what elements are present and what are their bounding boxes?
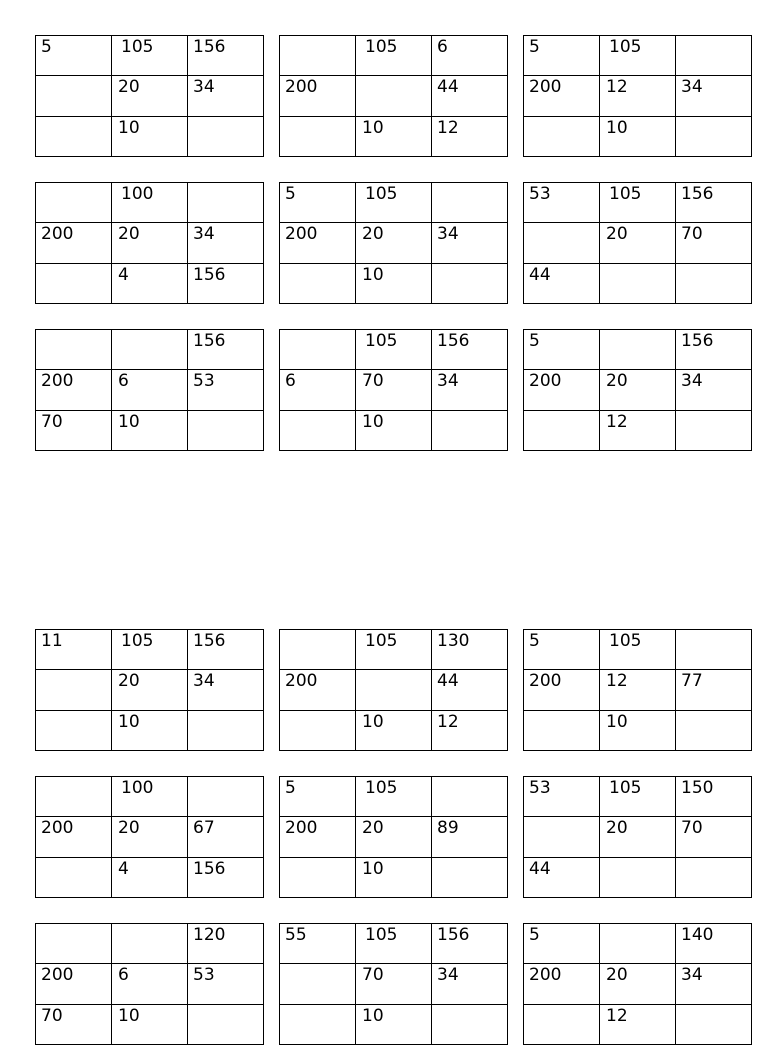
grid-cell: 105: [600, 630, 676, 670]
grid-cell: 130: [432, 630, 508, 670]
grid-cell: 5: [280, 183, 356, 223]
grid-row: [524, 710, 752, 750]
grid-cell: 6: [432, 36, 508, 76]
grid-row: [36, 410, 264, 450]
grid-cell: 10: [600, 710, 676, 750]
grid-cell: 20: [356, 817, 432, 857]
grid-row: [524, 330, 752, 370]
grid-cell: 200: [280, 670, 356, 710]
grid-cell: 140: [676, 924, 752, 964]
grid-cell: 44: [432, 76, 508, 116]
grid-row: [524, 370, 752, 410]
grid-cell: 10: [600, 116, 676, 156]
grid-row: [524, 223, 752, 263]
grid-row: [280, 76, 508, 116]
grid-row: [524, 964, 752, 1004]
grid-cell: [188, 1004, 264, 1044]
grid-cell: 12: [432, 710, 508, 750]
grid-cell: [280, 857, 356, 897]
grid-cell: [188, 183, 264, 223]
grid-row: [524, 76, 752, 116]
grid-cell: [600, 924, 676, 964]
number-grid-table: [279, 329, 508, 451]
grid-cell: 53: [524, 777, 600, 817]
grid-row: [36, 370, 264, 410]
grid-row: [280, 630, 508, 670]
grid-cell: [600, 857, 676, 897]
grid-cell: [280, 630, 356, 670]
number-grid: [523, 329, 751, 451]
grid-cell: 53: [524, 183, 600, 223]
grid-cell: [36, 777, 112, 817]
grid-cell: 20: [356, 223, 432, 263]
grid-cell: [36, 116, 112, 156]
grid-cell: 34: [432, 964, 508, 1004]
grid-row: [36, 76, 264, 116]
grid-cell: 10: [356, 1004, 432, 1044]
grid-cell: 70: [356, 964, 432, 1004]
grid-row: [36, 964, 264, 1004]
grid-cell: 156: [188, 857, 264, 897]
grid-row: [280, 817, 508, 857]
grid-cell: 20: [112, 817, 188, 857]
grid-cell: 89: [432, 817, 508, 857]
grid-row: [36, 116, 264, 156]
grid-cell: [280, 410, 356, 450]
grid-cell: 6: [280, 370, 356, 410]
number-grid-table: [523, 329, 752, 451]
grid-cell: [36, 670, 112, 710]
grid-cell: 5: [524, 36, 600, 76]
grid-row: [524, 630, 752, 670]
grid-cell: 53: [188, 964, 264, 1004]
grid-cell: [432, 777, 508, 817]
grid-cell: 156: [432, 330, 508, 370]
number-grid-table: [279, 776, 508, 898]
grid-cell: 156: [188, 630, 264, 670]
grid-row: [280, 263, 508, 303]
grid-row: [524, 1004, 752, 1044]
grid-cell: 156: [188, 330, 264, 370]
grid-cell: 156: [188, 263, 264, 303]
grid-cell: 77: [676, 670, 752, 710]
grid-row: [280, 410, 508, 450]
grid-row: [280, 924, 508, 964]
grid-cell: 200: [280, 76, 356, 116]
grid-cell: 200: [36, 964, 112, 1004]
grid-cell: [676, 630, 752, 670]
grid-cell: 200: [280, 817, 356, 857]
grid-cell: 34: [188, 670, 264, 710]
grid-cell: 11: [36, 630, 112, 670]
grid-row: [36, 857, 264, 897]
grid-cell: [280, 710, 356, 750]
grid-row: [36, 924, 264, 964]
number-grid: [279, 923, 507, 1045]
grid-row: [36, 777, 264, 817]
grid-row: [280, 670, 508, 710]
grid-cell: 120: [188, 924, 264, 964]
grid-cell: [356, 670, 432, 710]
grid-row: [524, 116, 752, 156]
grid-cell: [280, 330, 356, 370]
number-grid: [35, 776, 263, 898]
grid-cell: [188, 777, 264, 817]
grid-cell: 156: [432, 924, 508, 964]
grid-cell: [524, 410, 600, 450]
grid-row: [524, 263, 752, 303]
grid-cell: 34: [432, 223, 508, 263]
grid-cell: 70: [676, 223, 752, 263]
number-grid-table: [279, 629, 508, 751]
grid-row: [36, 183, 264, 223]
grid-cell: [432, 263, 508, 303]
grid-cell: 105: [600, 183, 676, 223]
grid-cell: 156: [676, 330, 752, 370]
grid-cell: 20: [112, 670, 188, 710]
grid-cell: [36, 710, 112, 750]
grid-cell: 34: [676, 370, 752, 410]
grid-row: [36, 1004, 264, 1044]
grid-row: [524, 670, 752, 710]
grid-cell: 10: [112, 410, 188, 450]
grid-cell: 20: [600, 964, 676, 1004]
number-grid-table: [35, 35, 264, 157]
grid-cell: 20: [112, 76, 188, 116]
grid-cell: [676, 263, 752, 303]
grid-cell: 34: [676, 76, 752, 116]
grid-cell: [524, 710, 600, 750]
number-grid-table: [35, 776, 264, 898]
number-grid-table: [279, 35, 508, 157]
number-grid: [279, 776, 507, 898]
grid-cell: 70: [676, 817, 752, 857]
grid-cell: [280, 116, 356, 156]
grid-cell: 12: [600, 1004, 676, 1044]
grid-cell: 34: [676, 964, 752, 1004]
grid-row: [524, 36, 752, 76]
grid-cell: 20: [112, 223, 188, 263]
grid-cell: [432, 183, 508, 223]
grid-row: [524, 817, 752, 857]
grid-cell: 100: [112, 183, 188, 223]
grid-cell: 200: [36, 370, 112, 410]
grid-cell: [112, 330, 188, 370]
grid-cell: [280, 263, 356, 303]
grid-cell: 4: [112, 857, 188, 897]
grid-cell: 105: [600, 36, 676, 76]
grid-row: [280, 370, 508, 410]
grid-cell: 100: [112, 777, 188, 817]
grid-cell: 10: [356, 263, 432, 303]
grid-cell: 10: [112, 116, 188, 156]
number-grid: [279, 182, 507, 304]
grid-cell: [280, 964, 356, 1004]
grid-row: [36, 630, 264, 670]
grid-row: [524, 924, 752, 964]
grid-row: [280, 1004, 508, 1044]
grid-cell: 5: [524, 924, 600, 964]
grid-cell: [524, 223, 600, 263]
number-grid-table: [35, 329, 264, 451]
number-grid: [523, 629, 751, 751]
grid-cell: 200: [524, 370, 600, 410]
grid-row: [280, 223, 508, 263]
number-grid: [35, 629, 263, 751]
grid-cell: 4: [112, 263, 188, 303]
grid-cell: 67: [188, 817, 264, 857]
grid-cell: 156: [188, 36, 264, 76]
number-grid-table: [523, 35, 752, 157]
number-grid: [523, 776, 751, 898]
grid-cell: 12: [432, 116, 508, 156]
grid-cell: 5: [524, 330, 600, 370]
grid-cell: 44: [524, 263, 600, 303]
grid-cell: 34: [188, 223, 264, 263]
grid-cell: 12: [600, 410, 676, 450]
grid-cell: [36, 330, 112, 370]
grid-cell: [356, 76, 432, 116]
grid-row: [36, 670, 264, 710]
grid-cell: [112, 924, 188, 964]
grid-row: [36, 710, 264, 750]
grid-cell: 12: [600, 670, 676, 710]
number-grid: [35, 329, 263, 451]
grid-cell: 20: [600, 223, 676, 263]
grid-cell: 70: [356, 370, 432, 410]
number-grid-table: [523, 182, 752, 304]
grid-cell: 10: [356, 857, 432, 897]
grid-row: [36, 330, 264, 370]
grid-cell: [524, 1004, 600, 1044]
grid-row: [36, 263, 264, 303]
grid-cell: 105: [356, 183, 432, 223]
grid-cell: 20: [600, 370, 676, 410]
grid-row: [36, 223, 264, 263]
grid-cell: 5: [524, 630, 600, 670]
grid-cell: 105: [356, 924, 432, 964]
grid-row: [280, 183, 508, 223]
grid-cell: [36, 857, 112, 897]
grid-row: [280, 777, 508, 817]
number-grid: [35, 923, 263, 1045]
number-grid-table: [523, 923, 752, 1045]
grid-row: [280, 857, 508, 897]
grid-cell: 200: [280, 223, 356, 263]
grid-cell: [676, 1004, 752, 1044]
grid-cell: 200: [36, 223, 112, 263]
number-grid: [35, 35, 263, 157]
grid-row: [524, 183, 752, 223]
grid-row: [524, 857, 752, 897]
grid-cell: [36, 76, 112, 116]
grid-cell: [676, 857, 752, 897]
grid-cell: [676, 116, 752, 156]
grid-cell: 200: [524, 670, 600, 710]
grid-row: [36, 817, 264, 857]
grid-cell: 10: [356, 410, 432, 450]
grid-cell: [280, 1004, 356, 1044]
grid-cell: 200: [524, 964, 600, 1004]
grid-cell: [600, 330, 676, 370]
grid-cell: 105: [356, 630, 432, 670]
grid-cell: 10: [112, 1004, 188, 1044]
grid-cell: 10: [356, 710, 432, 750]
grid-row: [280, 964, 508, 1004]
grid-cell: 20: [600, 817, 676, 857]
number-grid: [35, 182, 263, 304]
grid-row: [280, 36, 508, 76]
grid-cell: [36, 183, 112, 223]
grid-cell: 12: [600, 76, 676, 116]
grid-cell: 5: [280, 777, 356, 817]
grid-cell: 5: [36, 36, 112, 76]
number-grid: [523, 35, 751, 157]
grid-cell: 156: [676, 183, 752, 223]
grid-cell: 10: [112, 710, 188, 750]
number-grid: [523, 182, 751, 304]
grid-cell: 70: [36, 410, 112, 450]
grid-cell: 105: [600, 777, 676, 817]
grid-cell: 105: [356, 330, 432, 370]
number-grid: [279, 35, 507, 157]
number-grid-table: [279, 182, 508, 304]
grid-cell: [188, 116, 264, 156]
number-grid-table: [279, 923, 508, 1045]
grid-cell: [432, 1004, 508, 1044]
grid-row: [280, 330, 508, 370]
grid-cell: 105: [112, 630, 188, 670]
number-grid-table: [523, 776, 752, 898]
grid-cell: 105: [112, 36, 188, 76]
grid-cell: [676, 710, 752, 750]
grid-cell: [524, 116, 600, 156]
grid-cell: 34: [432, 370, 508, 410]
grid-cell: [280, 36, 356, 76]
grid-cell: 6: [112, 964, 188, 1004]
grid-cell: 44: [524, 857, 600, 897]
number-grid-table: [35, 182, 264, 304]
grid-cell: 55: [280, 924, 356, 964]
grid-row: [280, 116, 508, 156]
grid-cell: [524, 817, 600, 857]
number-grid: [523, 923, 751, 1045]
number-grid: [279, 629, 507, 751]
grid-cell: 10: [356, 116, 432, 156]
grid-row: [36, 36, 264, 76]
grid-cell: 6: [112, 370, 188, 410]
grid-row: [524, 410, 752, 450]
grid-row: [280, 710, 508, 750]
grid-cell: 150: [676, 777, 752, 817]
grid-cell: 53: [188, 370, 264, 410]
grid-cell: [432, 857, 508, 897]
grid-cell: [188, 410, 264, 450]
grid-cell: 105: [356, 777, 432, 817]
grid-cell: 70: [36, 1004, 112, 1044]
number-grid: [279, 329, 507, 451]
grid-cell: 44: [432, 670, 508, 710]
grid-cell: 200: [36, 817, 112, 857]
grid-cell: [188, 710, 264, 750]
grid-cell: [36, 263, 112, 303]
grid-cell: 34: [188, 76, 264, 116]
grid-row: [524, 777, 752, 817]
grid-cell: 105: [356, 36, 432, 76]
grid-cell: [36, 924, 112, 964]
grid-cell: 200: [524, 76, 600, 116]
number-grid-table: [523, 629, 752, 751]
grid-cell: [676, 36, 752, 76]
grid-cell: [432, 410, 508, 450]
grid-cell: [676, 410, 752, 450]
number-grid-table: [35, 923, 264, 1045]
grid-cell: [600, 263, 676, 303]
number-grid-table: [35, 629, 264, 751]
